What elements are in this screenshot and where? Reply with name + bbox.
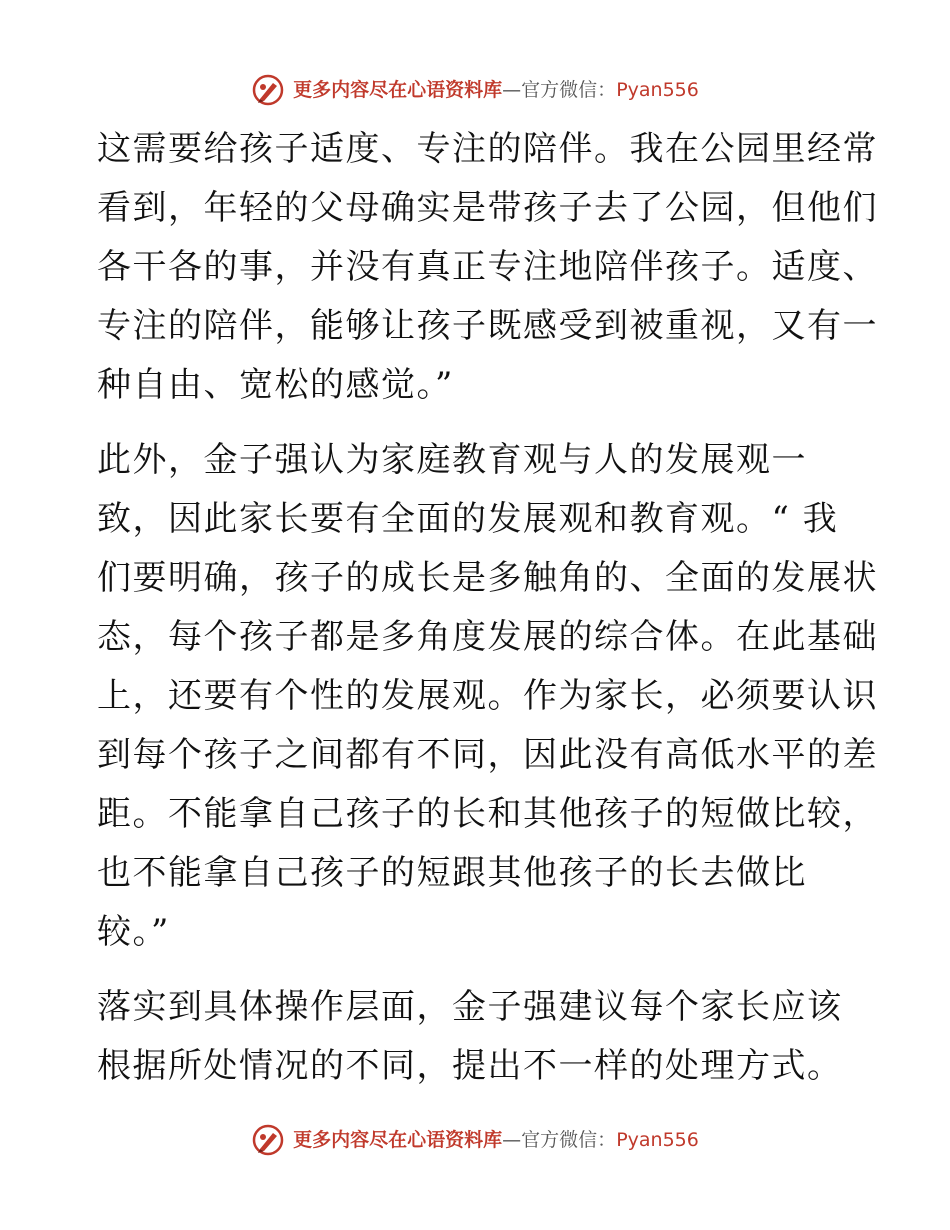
text-line: 上，还要有个性的发展观。作为家长，必须要认识 [97, 676, 878, 716]
header-banner [0, 70, 950, 110]
text-line: 专注的陪伴，能够让孩子既感受到被重视，又有一 [97, 306, 878, 346]
text-line: 致，因此家长要有全面的发展观和教育观。“ 我 [97, 499, 839, 539]
paragraph-1 [97, 120, 878, 415]
text-line: 态，每个孩子都是多角度发展的综合体。在此基础 [97, 617, 878, 657]
footer-banner [0, 1120, 950, 1160]
text-line: 种自由、宽松的感觉。” [97, 365, 454, 405]
text-line: 看到，年轻的父母确实是带孩子去了公园，但他们 [97, 188, 878, 228]
header-contact-id: Pyan556 [616, 79, 699, 101]
paragraph-3 [97, 978, 857, 1096]
text-line: 落实到具体操作层面，金子强建议每个家长应该 [97, 987, 843, 1027]
footer-separator: — [502, 1129, 522, 1151]
footer-contact-label: 官方微信： [521, 1129, 617, 1151]
footer-text [293, 1123, 699, 1157]
text-line: 各干各的事，并没有真正专注地陪伴孩子。适度、 [97, 247, 878, 287]
pen-logo-icon [251, 1123, 285, 1157]
header-contact-label: 官方微信： [521, 79, 617, 101]
text-line: 这需要给孩子适度、专注的陪伴。我在公园里经常 [97, 129, 878, 169]
header-separator: — [502, 79, 522, 101]
text-line: 较。” [97, 912, 170, 952]
header-text [293, 73, 699, 107]
footer-main-text: 更多内容尽在心语资料库 [293, 1129, 503, 1151]
footer-contact-id: Pyan556 [616, 1129, 699, 1151]
paragraph-2 [97, 431, 878, 962]
document-body [97, 120, 878, 1096]
text-line: 此外，金子强认为家庭教育观与人的发展观一 [97, 440, 807, 480]
pen-logo-icon [251, 73, 285, 107]
text-line: 们要明确，孩子的成长是多触角的、全面的发展状 [97, 558, 878, 598]
header-main-text: 更多内容尽在心语资料库 [293, 79, 503, 101]
text-line: 距。不能拿自己孩子的长和其他孩子的短做比较， [97, 794, 878, 834]
text-line: 根据所处情况的不同，提出不一样的处理方式。 [97, 1046, 843, 1086]
text-line: 到每个孩子之间都有不同，因此没有高低水平的差 [97, 735, 878, 775]
text-line: 也不能拿自己孩子的短跟其他孩子的长去做比 [97, 853, 807, 893]
